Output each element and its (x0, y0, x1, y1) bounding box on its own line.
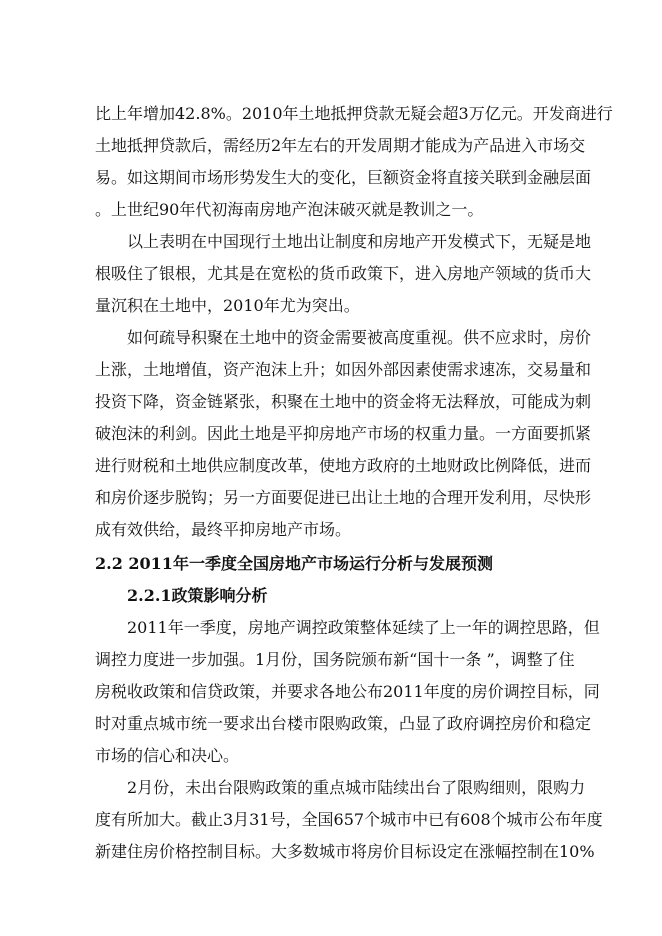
paragraph-line: 根吸住了银根，尤其是在宽松的货币政策下，进入房地产领域的货币大 (95, 264, 592, 283)
paragraph-1 (95, 98, 613, 226)
paragraph-line: 破泡沫的利剑。因此土地是平抑房地产市场的权重力量。一方面要抓紧 (95, 424, 592, 443)
paragraph-line: 2011年一季度，房地产调控政策整体延续了上一年的调控思路，但 (127, 618, 600, 637)
subsection-heading: 2.2.1政策影响分析 (127, 586, 268, 605)
paragraph-5 (95, 772, 603, 868)
paragraph-line: 市场的信心和决心。 (95, 746, 240, 765)
paragraph-4 (95, 612, 600, 772)
paragraph-line: 投资下降，资金链紧张，积聚在土地中的资金将无法释放，可能成为刺 (95, 392, 592, 411)
paragraph-line: 上涨，土地增值，资产泡沫上升；如因外部因素使需求速冻，交易量和 (95, 360, 592, 379)
paragraph-line: 和房价逐步脱钩；另一方面要促进已出让土地的合理开发利用，尽快形 (95, 488, 592, 507)
paragraph-line: 房税收政策和信贷政策，并要求各地公布2011年度的房价调控目标，同 (95, 682, 600, 701)
paragraph-2 (95, 226, 592, 322)
paragraph-line: 比上年增加42.8%。2010年土地抵押贷款无疑会超3万亿元。开发商进行 (95, 104, 613, 123)
paragraph-line: 易。如这期间市场形势发生大的变化，巨额资金将直接关联到金融层面 (95, 168, 592, 187)
paragraph-line: 进行财税和土地供应制度改革，使地方政府的土地财政比例降低，进而 (95, 456, 592, 475)
paragraph-line: 调控力度进一步加强。1月份，国务院颁布新“国十一条 ”，调整了住 (95, 650, 575, 669)
paragraph-line: 2月份，未出台限购政策的重点城市陆续出台了限购细则，限购力 (127, 778, 586, 797)
paragraph-line: 成有效供给，最终平抑房地产市场。 (95, 520, 352, 539)
paragraph-line: 时对重点城市统一要求出台楼市限购政策，凸显了政府调控房价和稳定 (95, 714, 592, 733)
paragraph-line: 。上世纪90年代初海南房地产泡沫破灭就是教训之一。 (95, 200, 484, 219)
paragraph-line: 度有所加大。截止3月31号，全国657个城市中已有608个城市公布年度 (95, 810, 603, 829)
paragraph-line: 土地抵押贷款后，需经历2年左右的开发周期才能成为产品进入市场交 (95, 136, 586, 155)
paragraph-3 (95, 322, 592, 546)
paragraph-line: 量沉积在土地中，2010年尤为突出。 (95, 296, 360, 315)
paragraph-line: 以上表明在中国现行土地出让制度和房地产开发模式下，无疑是地 (127, 232, 592, 251)
paragraph-line: 新建住房价格控制目标。大多数城市将房价目标设定在涨幅控制在10% (95, 842, 595, 861)
section-heading: 2.2 2011年一季度全国房地产市场运行分析与发展预测 (95, 554, 493, 573)
paragraph-line: 如何疏导积聚在土地中的资金需要被高度重视。供不应求时，房价 (127, 328, 592, 347)
